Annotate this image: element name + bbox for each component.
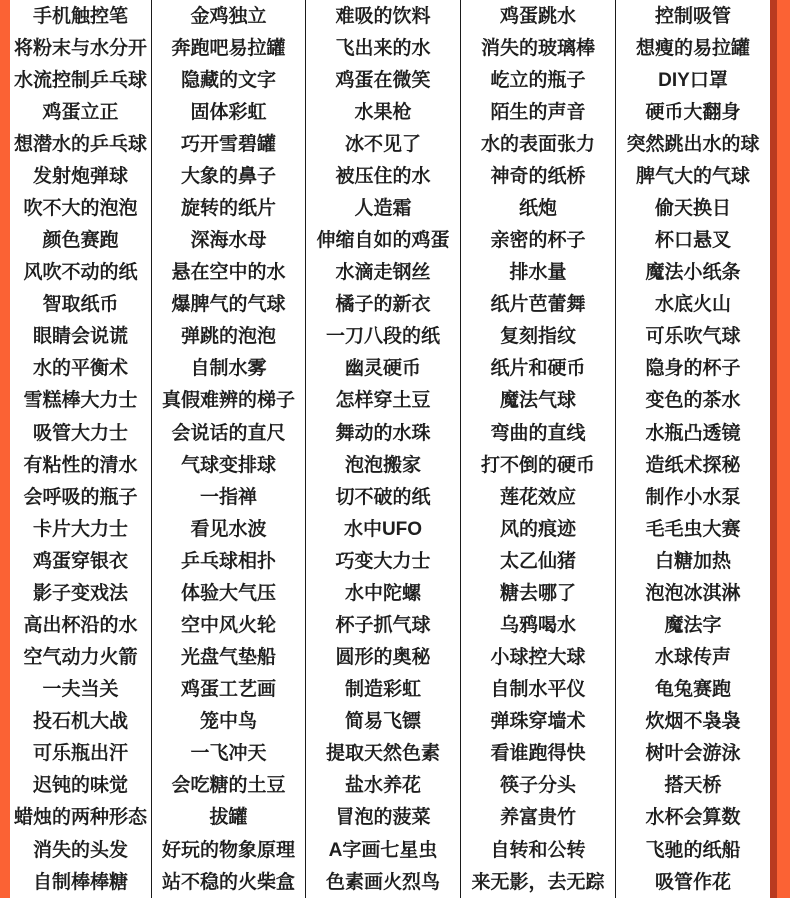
list-item: 吹不大的泡泡 xyxy=(23,198,138,219)
list-item: 真假难辨的梯子 xyxy=(161,390,295,412)
experiment-column-4 xyxy=(461,0,616,898)
list-item: 体验大气压 xyxy=(180,582,276,604)
list-item: 纸片芭蕾舞 xyxy=(490,294,586,316)
list-item: 脾气大的气球 xyxy=(635,165,750,187)
list-item: 自制水平仪 xyxy=(490,679,586,701)
list-item: 神奇的纸桥 xyxy=(490,165,586,187)
list-item: 一指禅 xyxy=(199,486,257,508)
list-item: 发射炮弹球 xyxy=(32,165,128,187)
list-item: 弹跳的泡泡 xyxy=(180,326,276,348)
list-item: 蜡烛的两种形态 xyxy=(13,807,147,829)
list-item: 巧开雪碧罐 xyxy=(180,133,276,155)
list-item: 眼睛会说谎 xyxy=(32,326,128,348)
list-item: 乒乓球相扑 xyxy=(180,550,276,572)
list-item: 深海水母 xyxy=(190,230,267,252)
list-item: 被压住的水 xyxy=(335,165,431,187)
list-item: 巧变大力士 xyxy=(335,550,431,572)
list-item: 一刀八段的纸 xyxy=(325,326,440,348)
list-item: 白糖加热 xyxy=(654,550,731,572)
list-item: 好玩的物象原理 xyxy=(161,839,295,861)
list-item: 鸡蛋在微笑 xyxy=(335,69,431,91)
experiment-column-1 xyxy=(10,0,152,898)
list-item: 水中UFO xyxy=(343,518,423,540)
list-item: 水球传声 xyxy=(654,647,731,669)
list-item: 排水量 xyxy=(509,262,567,284)
right-accent-bar-shadow xyxy=(770,0,777,898)
list-item: 飞驰的纸船 xyxy=(645,839,741,861)
list-item: 魔法小纸条 xyxy=(645,262,741,284)
list-item: 水瓶凸透镜 xyxy=(645,422,741,444)
list-item: 炊烟不袅袅 xyxy=(645,711,741,733)
list-item: 制作小水泵 xyxy=(645,486,741,508)
list-item: 养富贵竹 xyxy=(499,807,576,829)
list-item: 冒泡的菠菜 xyxy=(335,807,431,829)
list-item: 隐身的杯子 xyxy=(645,358,741,380)
list-item: 一夫当关 xyxy=(42,679,119,701)
experiment-column-3 xyxy=(306,0,461,898)
list-item: 怎样穿土豆 xyxy=(335,390,431,412)
list-item: 魔法气球 xyxy=(499,390,576,412)
list-item: 来无影，去无踪 xyxy=(471,871,605,893)
list-item: 想瘦的易拉罐 xyxy=(635,37,750,59)
list-item: 水的表面张力 xyxy=(480,133,595,155)
list-item: 将粉末与水分开 xyxy=(13,37,147,59)
list-item: 控制吸管 xyxy=(654,5,731,27)
list-item: 爆脾气的气球 xyxy=(171,294,286,316)
list-item: 屹立的瓶子 xyxy=(490,69,586,91)
list-item: 舞动的水珠 xyxy=(335,422,431,444)
list-item: 纸炮 xyxy=(518,198,557,219)
list-item: 金鸡独立 xyxy=(190,5,267,27)
list-item: 水果枪 xyxy=(354,101,412,123)
list-item: 毛毛虫大赛 xyxy=(645,518,741,540)
list-item: 魔法字 xyxy=(664,615,722,637)
list-item: 固体彩虹 xyxy=(190,101,267,123)
list-item: 橘子的新衣 xyxy=(335,294,431,316)
list-item: 纸片和硬币 xyxy=(490,358,586,380)
list-item: 可乐吹气球 xyxy=(645,326,741,348)
list-item: 造纸术探秘 xyxy=(645,454,741,476)
list-item: 硬币大翻身 xyxy=(645,101,741,123)
list-item: 想潜水的乒乓球 xyxy=(13,133,147,155)
list-item: 空气动力火箭 xyxy=(23,647,138,669)
list-item: 高出杯沿的水 xyxy=(23,615,138,637)
list-item: 突然跳出水的球 xyxy=(626,133,760,155)
list-item: 陌生的声音 xyxy=(490,101,586,123)
list-item: 莲花效应 xyxy=(499,486,576,508)
list-item: 杯子抓气球 xyxy=(335,615,431,637)
list-item: 雪糕棒大力士 xyxy=(23,390,138,412)
list-item: 手机触控笔 xyxy=(32,5,128,27)
list-item: 站不稳的火柴盒 xyxy=(161,871,295,893)
list-item: 乌鸦喝水 xyxy=(499,615,576,637)
list-item: 消失的头发 xyxy=(32,839,128,861)
list-item: 会说话的直尺 xyxy=(171,422,286,444)
list-item: 自制水雾 xyxy=(190,358,267,380)
list-item: 树叶会游泳 xyxy=(645,743,741,765)
list-item: 自制棒棒糖 xyxy=(32,871,128,893)
list-item: 复刻指纹 xyxy=(499,326,576,348)
list-item: 投石机大战 xyxy=(32,711,128,733)
list-item: 鸡蛋立正 xyxy=(42,101,119,123)
list-item: 水底火山 xyxy=(654,294,731,316)
experiment-column-2 xyxy=(152,0,306,898)
list-item: 泡泡冰淇淋 xyxy=(645,582,741,604)
list-item: 颜色赛跑 xyxy=(42,230,119,252)
list-item: 看见水波 xyxy=(190,518,267,540)
list-item: 鸡蛋跳水 xyxy=(499,5,576,27)
list-item: 迟钝的味觉 xyxy=(32,775,128,797)
list-item: 圆形的奥秘 xyxy=(335,647,431,669)
list-item: 搭天桥 xyxy=(664,775,722,797)
list-item: 风的痕迹 xyxy=(499,518,576,540)
list-item: 杯口悬叉 xyxy=(654,230,731,252)
list-item: 自转和公转 xyxy=(490,839,586,861)
list-item: 泡泡搬家 xyxy=(344,454,421,476)
list-item: 吸管大力士 xyxy=(32,422,128,444)
list-item: 太乙仙猪 xyxy=(499,550,576,572)
list-item: 变色的茶水 xyxy=(645,390,741,412)
list-item: 吸管作花 xyxy=(654,871,731,893)
list-item: 打不倒的硬币 xyxy=(480,454,595,476)
list-item: 冰不见了 xyxy=(344,133,421,155)
list-item: 风吹不动的纸 xyxy=(23,262,138,284)
list-item: 水中陀螺 xyxy=(344,582,421,604)
list-item: 卡片大力士 xyxy=(32,518,128,540)
list-item: 提取天然色素 xyxy=(325,743,440,765)
list-item: 简易飞镖 xyxy=(344,711,421,733)
list-item: 可乐瓶出汗 xyxy=(32,743,128,765)
list-item: 奔跑吧易拉罐 xyxy=(171,37,286,59)
list-item: 影子变戏法 xyxy=(32,582,128,604)
list-item: 消失的玻璃棒 xyxy=(480,37,595,59)
list-item: 水的平衡术 xyxy=(32,358,128,380)
list-item: 弯曲的直线 xyxy=(490,422,586,444)
list-item: 光盘气垫船 xyxy=(180,647,276,669)
list-item: 看谁跑得快 xyxy=(490,743,586,765)
list-item: 鸡蛋工艺画 xyxy=(180,679,276,701)
list-item: 亲密的杯子 xyxy=(490,230,586,252)
list-item: 偷天换日 xyxy=(654,198,731,219)
list-item: 鸡蛋穿银衣 xyxy=(32,550,128,572)
list-item: 会呼吸的瓶子 xyxy=(23,486,138,508)
left-accent-bar xyxy=(0,0,10,898)
list-item: 水滴走钢丝 xyxy=(335,262,431,284)
list-item: 智取纸币 xyxy=(42,294,119,316)
list-item: 拔罐 xyxy=(209,807,248,829)
list-item: A字画七星虫 xyxy=(328,839,438,861)
list-item: 悬在空中的水 xyxy=(171,262,286,284)
list-item: 飞出来的水 xyxy=(335,37,431,59)
list-item: 切不破的纸 xyxy=(335,486,431,508)
right-accent-bar xyxy=(777,0,790,898)
list-item: 隐藏的文字 xyxy=(180,69,276,91)
list-item: 伸缩自如的鸡蛋 xyxy=(316,230,450,252)
list-item: 小球控大球 xyxy=(490,647,586,669)
list-item: 弹珠穿墙术 xyxy=(490,711,586,733)
list-item: 筷子分头 xyxy=(499,775,576,797)
list-item: 大象的鼻子 xyxy=(180,165,276,187)
list-item: 幽灵硬币 xyxy=(344,358,421,380)
list-item: 糖去哪了 xyxy=(499,582,576,604)
list-item: DIY口罩 xyxy=(658,69,728,91)
list-item: 会吃糖的土豆 xyxy=(171,775,286,797)
list-item: 制造彩虹 xyxy=(344,679,421,701)
list-item: 笼中鸟 xyxy=(199,711,257,733)
list-item: 一飞冲天 xyxy=(190,743,267,765)
list-item: 水流控制乒乓球 xyxy=(13,69,147,91)
list-item: 人造霜 xyxy=(354,198,412,219)
list-item: 色素画火烈鸟 xyxy=(325,871,440,893)
list-item: 水杯会算数 xyxy=(645,807,741,829)
experiment-column-5 xyxy=(616,0,770,898)
list-item: 空中风火轮 xyxy=(180,615,276,637)
list-item: 气球变排球 xyxy=(180,454,276,476)
list-item: 难吸的饮料 xyxy=(335,5,431,27)
list-item: 有粘性的清水 xyxy=(23,454,138,476)
list-item: 龟兔赛跑 xyxy=(654,679,731,701)
list-item: 旋转的纸片 xyxy=(180,198,276,219)
list-item: 盐水养花 xyxy=(344,775,421,797)
